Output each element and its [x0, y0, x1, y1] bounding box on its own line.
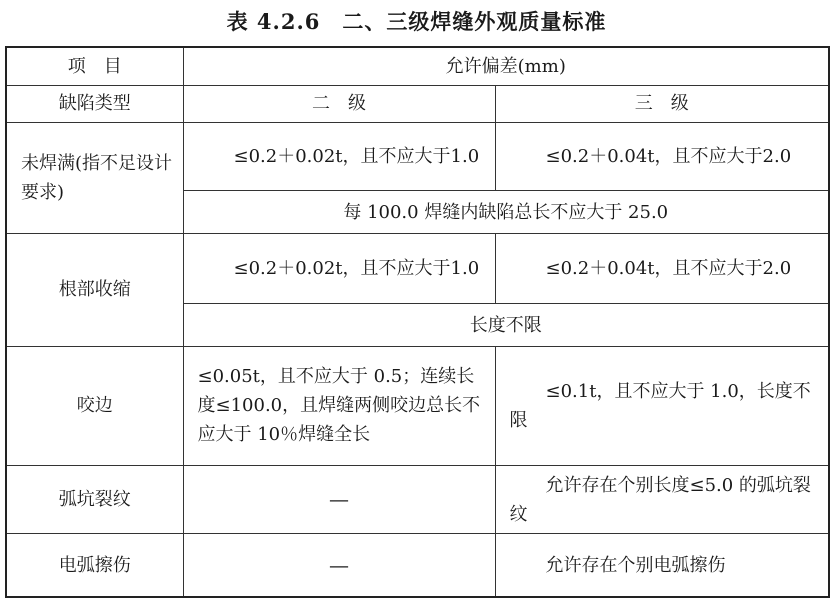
grade3-cell: 允许存在个别电弧擦伤 — [495, 534, 829, 597]
row-label: 弧坑裂纹 — [6, 465, 183, 533]
grade3-cell: ≤0.2＋0.04t，且不应大于2.0 — [495, 123, 829, 191]
row-label: 咬边 — [6, 346, 183, 465]
merged-cell: 每 100.0 焊缝内缺陷总长不应大于 25.0 — [183, 191, 829, 233]
table-title: 表 4.2.6 二、三级焊缝外观质量标准 — [226, 9, 607, 34]
grade2-cell: ≤0.05t，且不应大于 0.5；连续长度≤100.0，且焊缝两侧咬边总长不应大于 10％焊缝全长 — [183, 346, 495, 465]
table-row — [6, 346, 829, 465]
table-header-row — [6, 47, 829, 85]
grade2-cell: — — [183, 465, 495, 533]
row-label: 根部收缩 — [6, 233, 183, 346]
header-allowance: 允许偏差(mm) — [183, 47, 829, 85]
table-row — [6, 233, 829, 303]
grade3-cell: 允许存在个别长度≤5.0 的弧坑裂纹 — [495, 465, 829, 533]
grade3-cell: ≤0.2＋0.04t，且不应大于2.0 — [495, 233, 829, 303]
table-row — [6, 534, 829, 597]
table-row — [6, 465, 829, 533]
grade2-cell: — — [183, 534, 495, 597]
header-grade3: 三 级 — [495, 85, 829, 122]
table-row — [6, 123, 829, 191]
weld-quality-table — [5, 46, 830, 598]
merged-cell: 长度不限 — [183, 304, 829, 346]
grade2-cell: ≤0.2＋0.02t，且不应大于1.0 — [183, 233, 495, 303]
table-subheader-row — [6, 85, 829, 122]
grade2-cell: ≤0.2＋0.02t，且不应大于1.0 — [183, 123, 495, 191]
grade3-cell: ≤0.1t，且不应大于 1.0，长度不限 — [495, 346, 829, 465]
header-defect-type: 缺陷类型 — [6, 85, 183, 122]
header-grade2: 二 级 — [183, 85, 495, 122]
row-label: 未焊满(指不足设计要求) — [6, 123, 183, 234]
header-item: 项 目 — [6, 47, 183, 85]
row-label: 电弧擦伤 — [6, 534, 183, 597]
